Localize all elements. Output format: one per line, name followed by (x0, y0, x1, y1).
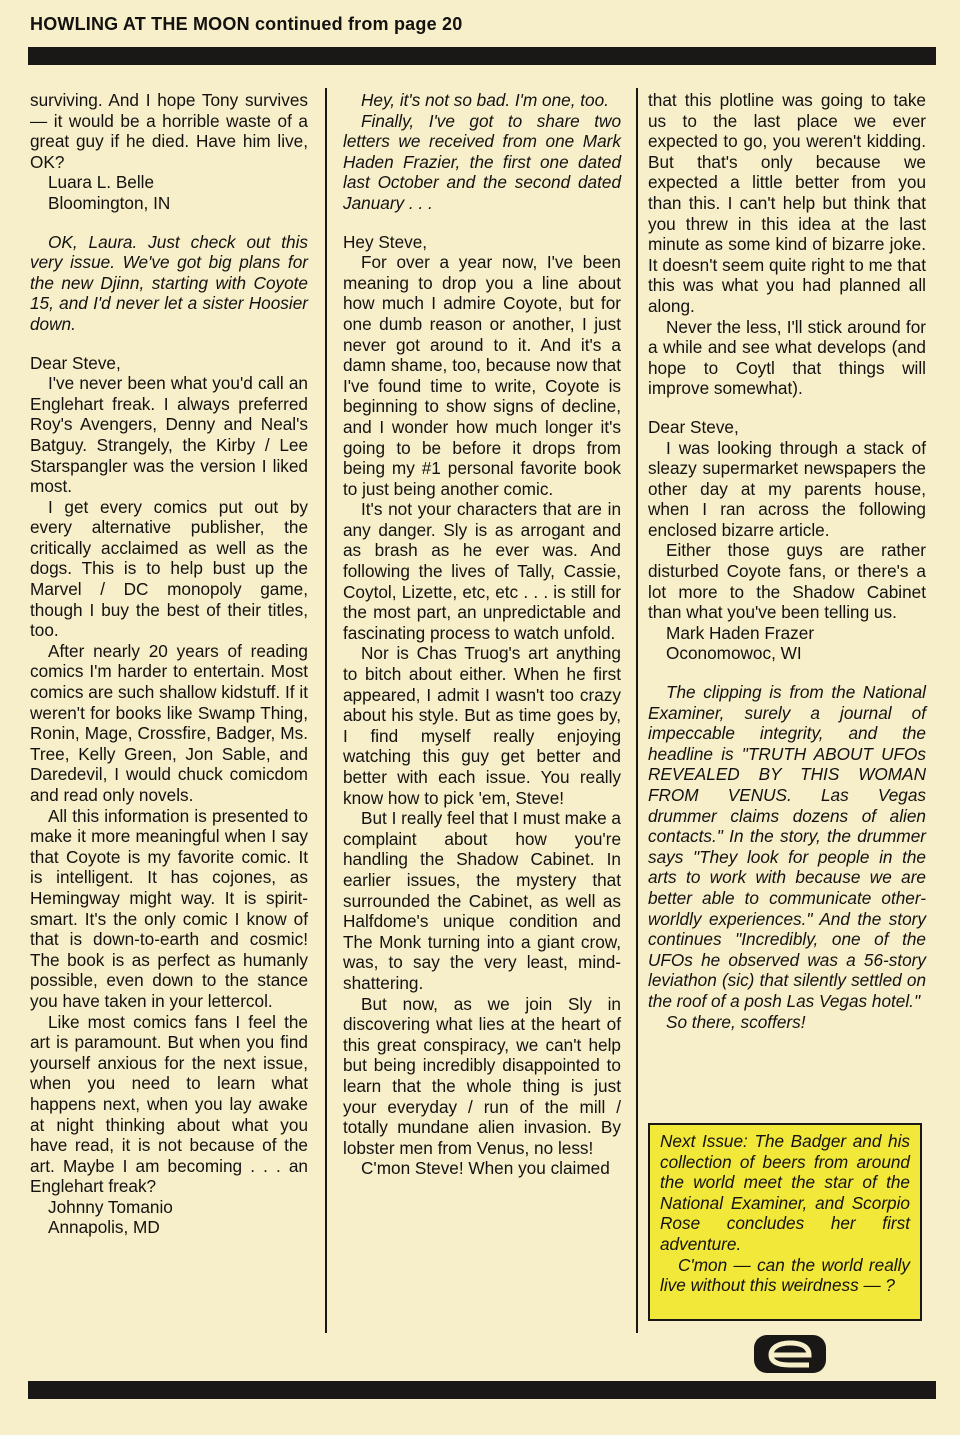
editor-reply: Hey, it's not so bad. I'm one, too. (361, 90, 609, 110)
letter-salutation: Dear Steve, (30, 352, 121, 373)
letter-paragraph: After nearly 20 years of reading comics I'm harder to entertain. Most comics are such shallow kidstuff. If it weren't for books like Swamp Thing, Ronin, Mage, Crossfire, Badger, Ms. Tree, Kelly Green, Jon Sable, and Daredevil, I would chuck comicdom and read only novels. (30, 640, 308, 805)
bottom-rule (28, 1381, 936, 1399)
next-issue-box (648, 1123, 922, 1321)
column-divider-2 (636, 88, 638, 1333)
column-divider-1 (325, 88, 327, 1333)
signature-name: Mark Haden Frazer (666, 622, 815, 643)
column-1 (30, 90, 308, 1238)
eclipse-logo-icon (753, 1334, 827, 1374)
letter-paragraph: Like most comics fans I feel the art is paramount. But when you find yourself anxious for the next issue, when you need to learn what happens next, when you lay awake at night thinking about what you have read, it is not because of the art. Maybe I am becoming . . . an Englehart freak? (30, 1011, 308, 1197)
letter-paragraph: But I really feel that I must make a complaint about how you're handling the Shadow Cabinet. In earlier issues, the mystery that surrounded the Cabinet, as well as Halfdome's unique condition and The Monk turning into a giant crow, was, to say the very least, mind-shattering. (343, 808, 621, 993)
letter-paragraph: For over a year now, I've been meaning to drop you a line about how much I admire Coyote, but for one dumb reason or another, I just never got around to it. And it's a damn shame, too, because now that I've found time to write, Coyote is beginning to show signs of decline, and I wonder how much longer it's going to be before it drops from being my #1 personal favorite book to just being another comic. (343, 252, 621, 499)
signature-name: Johnny Tomanio (48, 1196, 173, 1217)
letter-salutation: Hey Steve, (343, 231, 428, 252)
editor-reply: The clipping is from the National Examiner, surely a journal of impeccable integrity, and the headline is "TRUTH ABOUT UFOs REVEALED BY THIS WOMAN FROM VENUS. Las Vegas drummer claims dozens of alien contacts." In the story, the drummer says "They look for people in the arts to work with because we are better able to communicate other-worldly experiences." And the story continues "Incredibly, one of the UFOs he observed was a 56-story leviathon (sic) that silently settled on the roof of a posh Las Vegas hotel." (648, 682, 926, 1011)
signature-place: Annapolis, MD (48, 1217, 160, 1238)
letter-paragraph: It's not your characters that are in any danger. Sly is as arrogant and as brash as he ever was. And following the lives of Tally, Cassie, Coytol, Lizette, etc, etc . . . is still for the most part, an unpredictable and fascinating process to watch unfold. (343, 499, 621, 643)
letter-paragraph: All this information is presented to make it more meaningful when I say that Coyote is my favorite comic. It is intelligent. It has cojones, as Hemingway might way. It is spirit-smart. It's the only comic I know of that is down-to-earth and cosmic! The book is as perfect as humanly possible, even down to the stance you have taken in your lettercol. (30, 805, 308, 1011)
letter-paragraph: I get every comics put out by every alternative publisher, the critically acclaimed as well as the dogs. This is to help bust up the Marvel / DC monopoly game, though I buy the best of their titles, too. (30, 496, 308, 641)
editor-reply: So there, scoffers! (666, 1011, 806, 1032)
letter-paragraph: surviving. And I hope Tony survives — it would be a horrible waste of a great guy if he died. Have him live, OK? (30, 90, 308, 172)
letter-paragraph: Never the less, I'll stick around for a while and see what develops (and hope to Coytl that things will improve somewhat). (648, 316, 926, 399)
letter-paragraph: C'mon Steve! When you claimed (361, 1158, 610, 1179)
top-rule (28, 47, 936, 65)
next-issue-text: Next Issue: The Badger and his collection of beers from around the world meet the star of the National Examiner, and Scorpio Rose concludes her first adventure. (660, 1131, 910, 1254)
signature-name: Luara L. Belle (48, 172, 155, 193)
next-issue-tagline: C'mon — can the world really live without this weirdness — ? (660, 1254, 910, 1296)
page-header: HOWLING AT THE MOON continued from page 20 (30, 14, 463, 34)
letter-paragraph: that this plotline was going to take us to the last place we ever expected to go, you weren't kidding. But that's only because we expected a little better from you than this. I can't help but think that you threw in this idea at the last minute as some kind of bizarre joke. It doesn't seem quite right to me that this was what you had planned all along. (648, 90, 926, 316)
signature-place: Oconomowoc, WI (666, 643, 802, 664)
letter-salutation: Dear Steve, (648, 416, 739, 437)
letter-paragraph: I've never been what you'd call an Englehart freak. I always preferred Roy's Avengers, Denny and Neal's Batguy. Strangely, the Kirby / Lee Starspangler was the version I liked most. (30, 373, 308, 497)
letter-paragraph: Nor is Chas Truog's art anything to bitch about either. When he first appeared, I admit I wasn't too crazy about his style. But as time goes by, I find myself really enjoying watching this guy get better and better with each issue. You really know how to pick 'em, Steve! (343, 643, 621, 808)
letter-paragraph: Either those guys are rather disturbed Coyote fans, or there's a lot more to the Shadow Cabinet than what you've been telling us. (648, 540, 926, 623)
signature-place: Bloomington, IN (48, 192, 171, 213)
column-2 (343, 90, 621, 1179)
letter-paragraph: But now, as we join Sly in discovering what lies at the heart of this great conspiracy, we can't help but being incredibly disappointed to learn that the whole thing is just your everyday / run of the mill / totally mundane alien invasion. By lobster men from Venus, no less! (343, 993, 621, 1158)
column-3 (648, 90, 926, 1032)
editor-reply: OK, Laura. Just check out this very issue. We've got big plans for the new Djinn, starting with Coyote 15, and I'd never let a sister Hoosier down. (30, 231, 308, 334)
letter-paragraph: I was looking through a stack of sleazy supermarket newspapers the other day at my parents house, when I ran across the following enclosed bizarre article. (648, 437, 926, 540)
editor-reply: Finally, I've got to share two letters we received from one Mark Haden Frazier, the first one dated last October and the second dated January . . . (343, 110, 621, 213)
